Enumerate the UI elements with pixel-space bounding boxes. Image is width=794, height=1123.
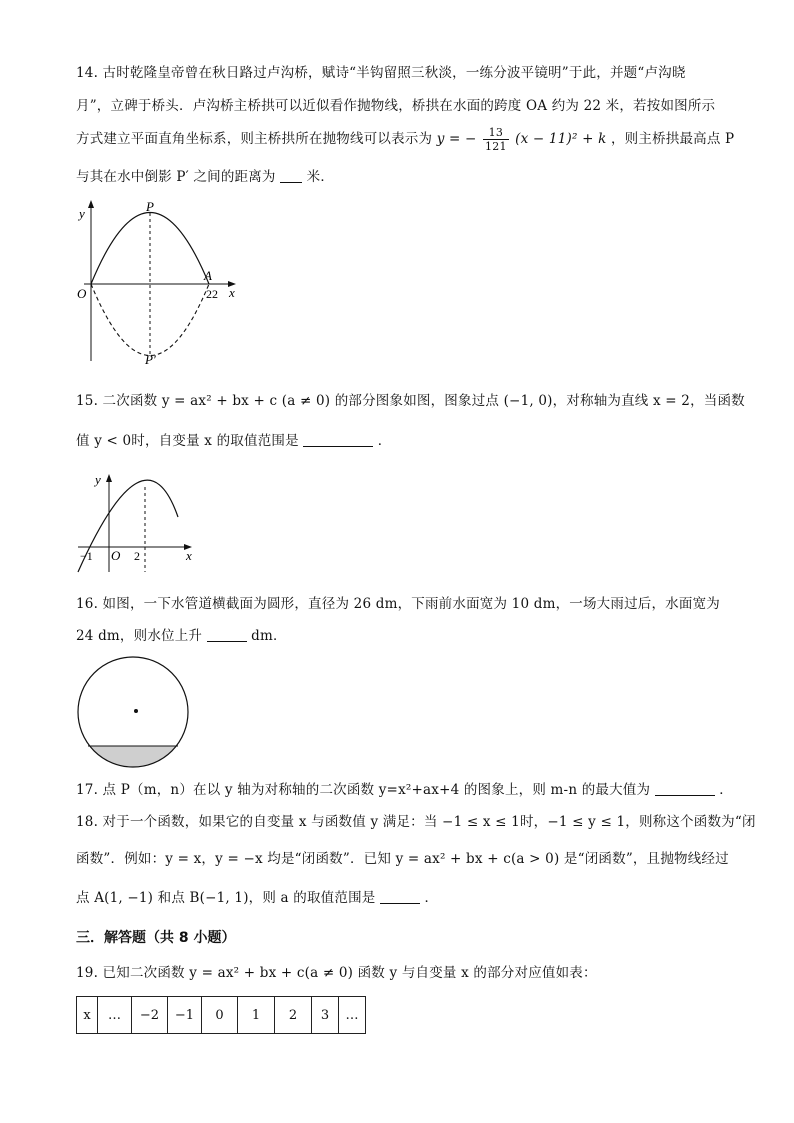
q15-line-2-post: ． bbox=[377, 433, 392, 449]
q15-answer-blank[interactable] bbox=[303, 432, 373, 447]
table-cell: 3 bbox=[312, 997, 339, 1034]
y-axis-arrow-icon bbox=[88, 200, 94, 208]
origin-label: O bbox=[77, 286, 87, 301]
q14-line-3-pre: 方式建立平面直角坐标系，则主桥拱所在抛物线可以表示为 bbox=[76, 131, 433, 147]
q16-line-2-pre: 24 dm，则水位上升 bbox=[76, 628, 203, 644]
point-a-label: A bbox=[204, 268, 212, 283]
x-axis-label: x bbox=[186, 548, 192, 563]
table-cell: −2 bbox=[132, 997, 168, 1034]
q19-value-table bbox=[76, 996, 366, 1034]
q14-line-3 bbox=[76, 125, 734, 153]
reflection-curve bbox=[91, 284, 209, 356]
q14-equation-lhs: y = − bbox=[436, 131, 477, 147]
q17-answer-blank[interactable] bbox=[655, 781, 715, 796]
q18-line-3-post: ． bbox=[424, 890, 439, 906]
x-axis-label: x bbox=[229, 285, 235, 300]
q16-line-1: 16. 如图，一下水管道横截面为圆形，直径为 26 dm，下雨前水面宽为 10 dm，一场大雨过后，水面宽为 bbox=[76, 596, 720, 612]
q18-line-3 bbox=[76, 889, 438, 907]
q15-parabola-figure bbox=[74, 468, 204, 574]
table-cell: −1 bbox=[168, 997, 202, 1034]
center-dot bbox=[134, 709, 138, 713]
table-cell: 2 bbox=[275, 997, 312, 1034]
q19-line: 19. 已知二次函数 y = ax² + bx + c(a ≠ 0) 函数 y 与自变量 x 的部分对应值如表： bbox=[76, 965, 597, 981]
q14-fraction-numerator: 13 bbox=[483, 126, 509, 140]
q18-line-2: 函数”．例如：y = x，y = −x 均是“闭函数”．已知 y = ax² + bx + c(a > 0) 是“闭函数”，且抛物线经过 bbox=[76, 851, 729, 867]
water-region bbox=[74, 746, 192, 774]
q17-line bbox=[76, 781, 733, 799]
q14-line-4-pre: 与其在水中倒影 P′ 之间的距离为 bbox=[76, 169, 276, 185]
section-3-title: 三．解答题（共 8 小题） bbox=[76, 930, 236, 946]
q17-line-pre: 17. 点 P（m，n）在以 y 轴为对称轴的二次函数 y=x²+ax+4 的图象上，则 m-n 的最大值为 bbox=[76, 782, 651, 798]
q16-answer-blank[interactable] bbox=[207, 627, 247, 642]
q18-line-1: 18. 对于一个函数，如果它的自变量 x 与函数值 y 满足：当 −1 ≤ x ≤ 1时，−1 ≤ y ≤ 1，则称这个函数为“闭 bbox=[76, 814, 756, 830]
q14-equation-rhs: (x − 11)² + k bbox=[515, 131, 607, 147]
q14-line-1: 14. 古时乾隆皇帝曾在秋日路过卢沟桥，赋诗“半钩留照三秋淡，一练分波平镜明”于此，并题“卢沟晓 bbox=[76, 65, 686, 81]
q17-line-post: ． bbox=[719, 782, 733, 798]
parabola-curve bbox=[78, 480, 178, 572]
q18-answer-blank[interactable] bbox=[380, 889, 420, 904]
point-p-prime-label: P′ bbox=[145, 352, 156, 364]
table-cell: 0 bbox=[202, 997, 238, 1034]
q18-line-3-pre: 点 A(1, −1) 和点 B(−1, 1)，则 a 的取值范围是 bbox=[76, 890, 376, 906]
table-cell: 1 bbox=[238, 997, 275, 1034]
table-cell: … bbox=[339, 997, 366, 1034]
q14-fraction bbox=[483, 126, 509, 153]
y-axis-label: y bbox=[79, 206, 85, 221]
q14-line-3-post: ，则主桥拱最高点 P bbox=[610, 131, 735, 147]
tick-22-label: 22 bbox=[206, 287, 218, 301]
origin-label: O bbox=[111, 548, 121, 563]
tick-neg-one-label: −1 bbox=[80, 549, 93, 563]
q16-pipe-figure bbox=[74, 656, 192, 774]
q15-line-1: 15. 二次函数 y = ax² + bx + c (a ≠ 0) 的部分图象如图，图象过点 (−1, 0)，对称轴为直线 x = 2，当函数 bbox=[76, 393, 745, 409]
q15-line-2 bbox=[76, 432, 392, 450]
q14-line-4 bbox=[76, 168, 334, 186]
q14-bridge-figure bbox=[70, 196, 250, 364]
y-axis-arrow-icon bbox=[106, 474, 112, 482]
point-p-label: P bbox=[146, 199, 154, 214]
q14-fraction-denominator: 121 bbox=[485, 140, 507, 153]
q14-line-2: 月”，立碑于桥头．卢沟桥主桥拱可以近似看作抛物线，桥拱在水面的跨度 OA 约为 22 米，若按如图所示 bbox=[76, 98, 716, 114]
table-row bbox=[77, 997, 366, 1034]
tick-two-label: 2 bbox=[134, 549, 140, 563]
q16-line-2 bbox=[76, 627, 287, 645]
table-cell: … bbox=[98, 997, 132, 1034]
y-axis-label: y bbox=[95, 472, 101, 487]
q14-line-4-post: 米． bbox=[306, 169, 335, 185]
q16-line-2-post: dm． bbox=[251, 628, 287, 644]
q15-line-2-pre: 值 y < 0时，自变量 x 的取值范围是 bbox=[76, 433, 299, 449]
q14-answer-blank[interactable] bbox=[280, 168, 302, 183]
table-cell: x bbox=[77, 997, 98, 1034]
